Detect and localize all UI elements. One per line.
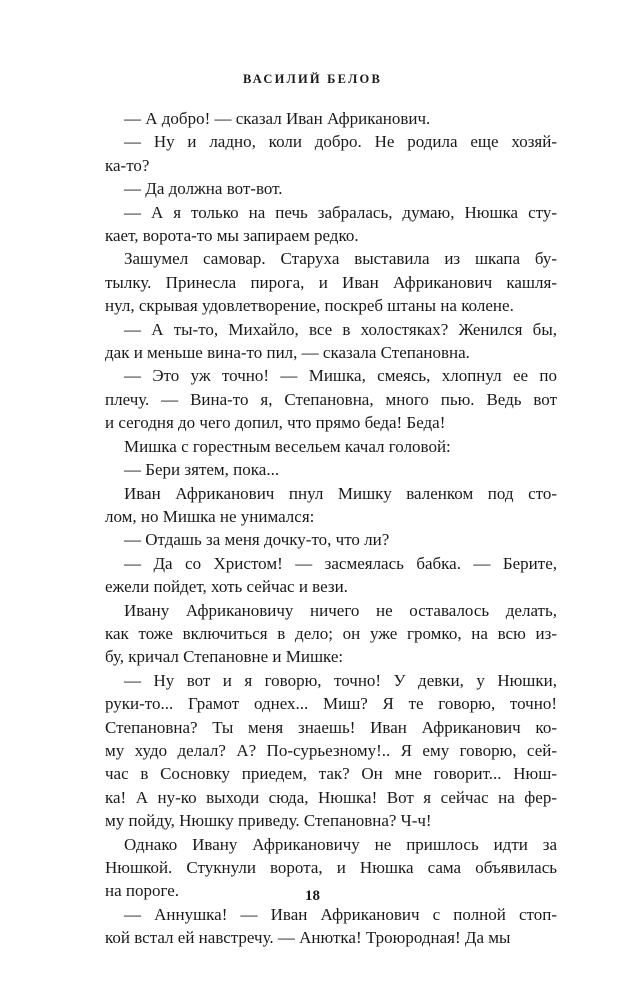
paragraph (105, 528, 557, 551)
text-line: — Бери зятем, пока... (124, 460, 280, 480)
body-text (105, 107, 557, 950)
text-line: му пойду, Нюшку приведу. Степановна? Ч-ч! (105, 811, 432, 831)
text-line: дак и меньше вина-то пил, — сказала Степановна. (105, 343, 470, 363)
text-line: — А я только на печь забралась, думаю, Нюшка сту- (124, 202, 557, 222)
page-number: 18 (305, 888, 320, 904)
text-line: Однако Ивану Африкановичу не пришлось идти за (124, 834, 557, 854)
text-line: Ивану Африкановичу ничего не оставалось делать, (124, 600, 557, 620)
running-head: ВАСИЛИЙ БЕЛОВ (242, 72, 382, 86)
text-line: му худо делал? А? По-сурьезному!.. Я ему говорю, сей- (105, 740, 557, 760)
text-line: — Отдашь за меня дочку-то, что ли? (124, 530, 390, 550)
paragraph (105, 247, 557, 317)
paragraph (105, 201, 557, 248)
paragraph (105, 903, 557, 950)
text-line: как тоже включиться в дело; он уже громко, на всю из- (105, 623, 557, 643)
text-line: кой встал ей навстречу. — Анютка! Троюродная! Да мы (105, 928, 511, 948)
text-line: на пороге. (105, 881, 180, 901)
text-line: ка! А ну-ко выходи сюда, Нюшка! Вот я сейчас на фер- (105, 787, 557, 807)
text-line: Степановна? Ты меня знаешь! Иван Африканович ко- (105, 717, 557, 737)
text-line: Иван Африканович пнул Мишку валенком под сто- (124, 483, 557, 503)
paragraph (105, 669, 557, 833)
paragraph (105, 482, 557, 529)
text-line: Зашумел самовар. Старуха выставила из шкапа бу- (124, 249, 557, 269)
text-line: Мишка с горестным весельем качал головой: (124, 436, 451, 456)
paragraph (105, 130, 557, 177)
text-line: час в Сосновку приедем, так? Он мне говорит... Нюш- (105, 764, 557, 784)
text-line: бу, кричал Степановне и Мишке: (105, 647, 344, 667)
text-line: плечу. — Вина-то я, Степановна, много пью. Ведь вот (105, 389, 557, 409)
paragraph (105, 458, 557, 481)
text-line: — Да со Христом! — засмеялась бабка. — Берите, (124, 553, 557, 573)
text-line: и сегодня до чего допил, что прямо беда! Беда! (105, 413, 446, 433)
text-line: лом, но Мишка не унимался: (105, 506, 315, 526)
paragraph (105, 599, 557, 669)
text-line: руки-то... Грамот однех... Миш? Я те говорю, точно! (105, 694, 557, 714)
text-line: — Ну и ладно, коли добро. Не родила еще хозяй- (124, 132, 557, 152)
text-line: — Да должна вот-вот. (124, 179, 283, 199)
paragraph (105, 177, 557, 200)
text-line: тылку. Принесла пирога, и Иван Африканович кашля- (105, 272, 557, 292)
paragraph (105, 318, 557, 365)
text-line: — А добро! — сказал Иван Африканович. (124, 109, 431, 128)
text-line: Нюшкой. Стукнули ворота, и Нюшка сама объявилась (105, 858, 557, 877)
paragraph (105, 364, 557, 434)
text-line: ежели пойдет, хоть сейчас и вези. (105, 577, 348, 597)
paragraph (105, 435, 557, 458)
text-line: — А ты-то, Михайло, все в холостяках? Женился бы, (124, 319, 557, 339)
paragraph (105, 552, 557, 599)
text-line: — Ну вот и я говорю, точно! У девки, у Нюшки, (124, 670, 557, 690)
text-line: кает, ворота-то мы запираем редко. (105, 226, 359, 246)
text-line: нул, скрывая удовлетворение, поскреб штаны на колене. (105, 296, 514, 316)
text-line: — Это уж точно! — Мишка, смеясь, хлопнул ее по (124, 366, 557, 386)
paragraph (105, 107, 557, 130)
text-line: ка-то? (105, 155, 150, 175)
text-line: — Аннушка! — Иван Африканович с полной стоп- (124, 904, 557, 924)
